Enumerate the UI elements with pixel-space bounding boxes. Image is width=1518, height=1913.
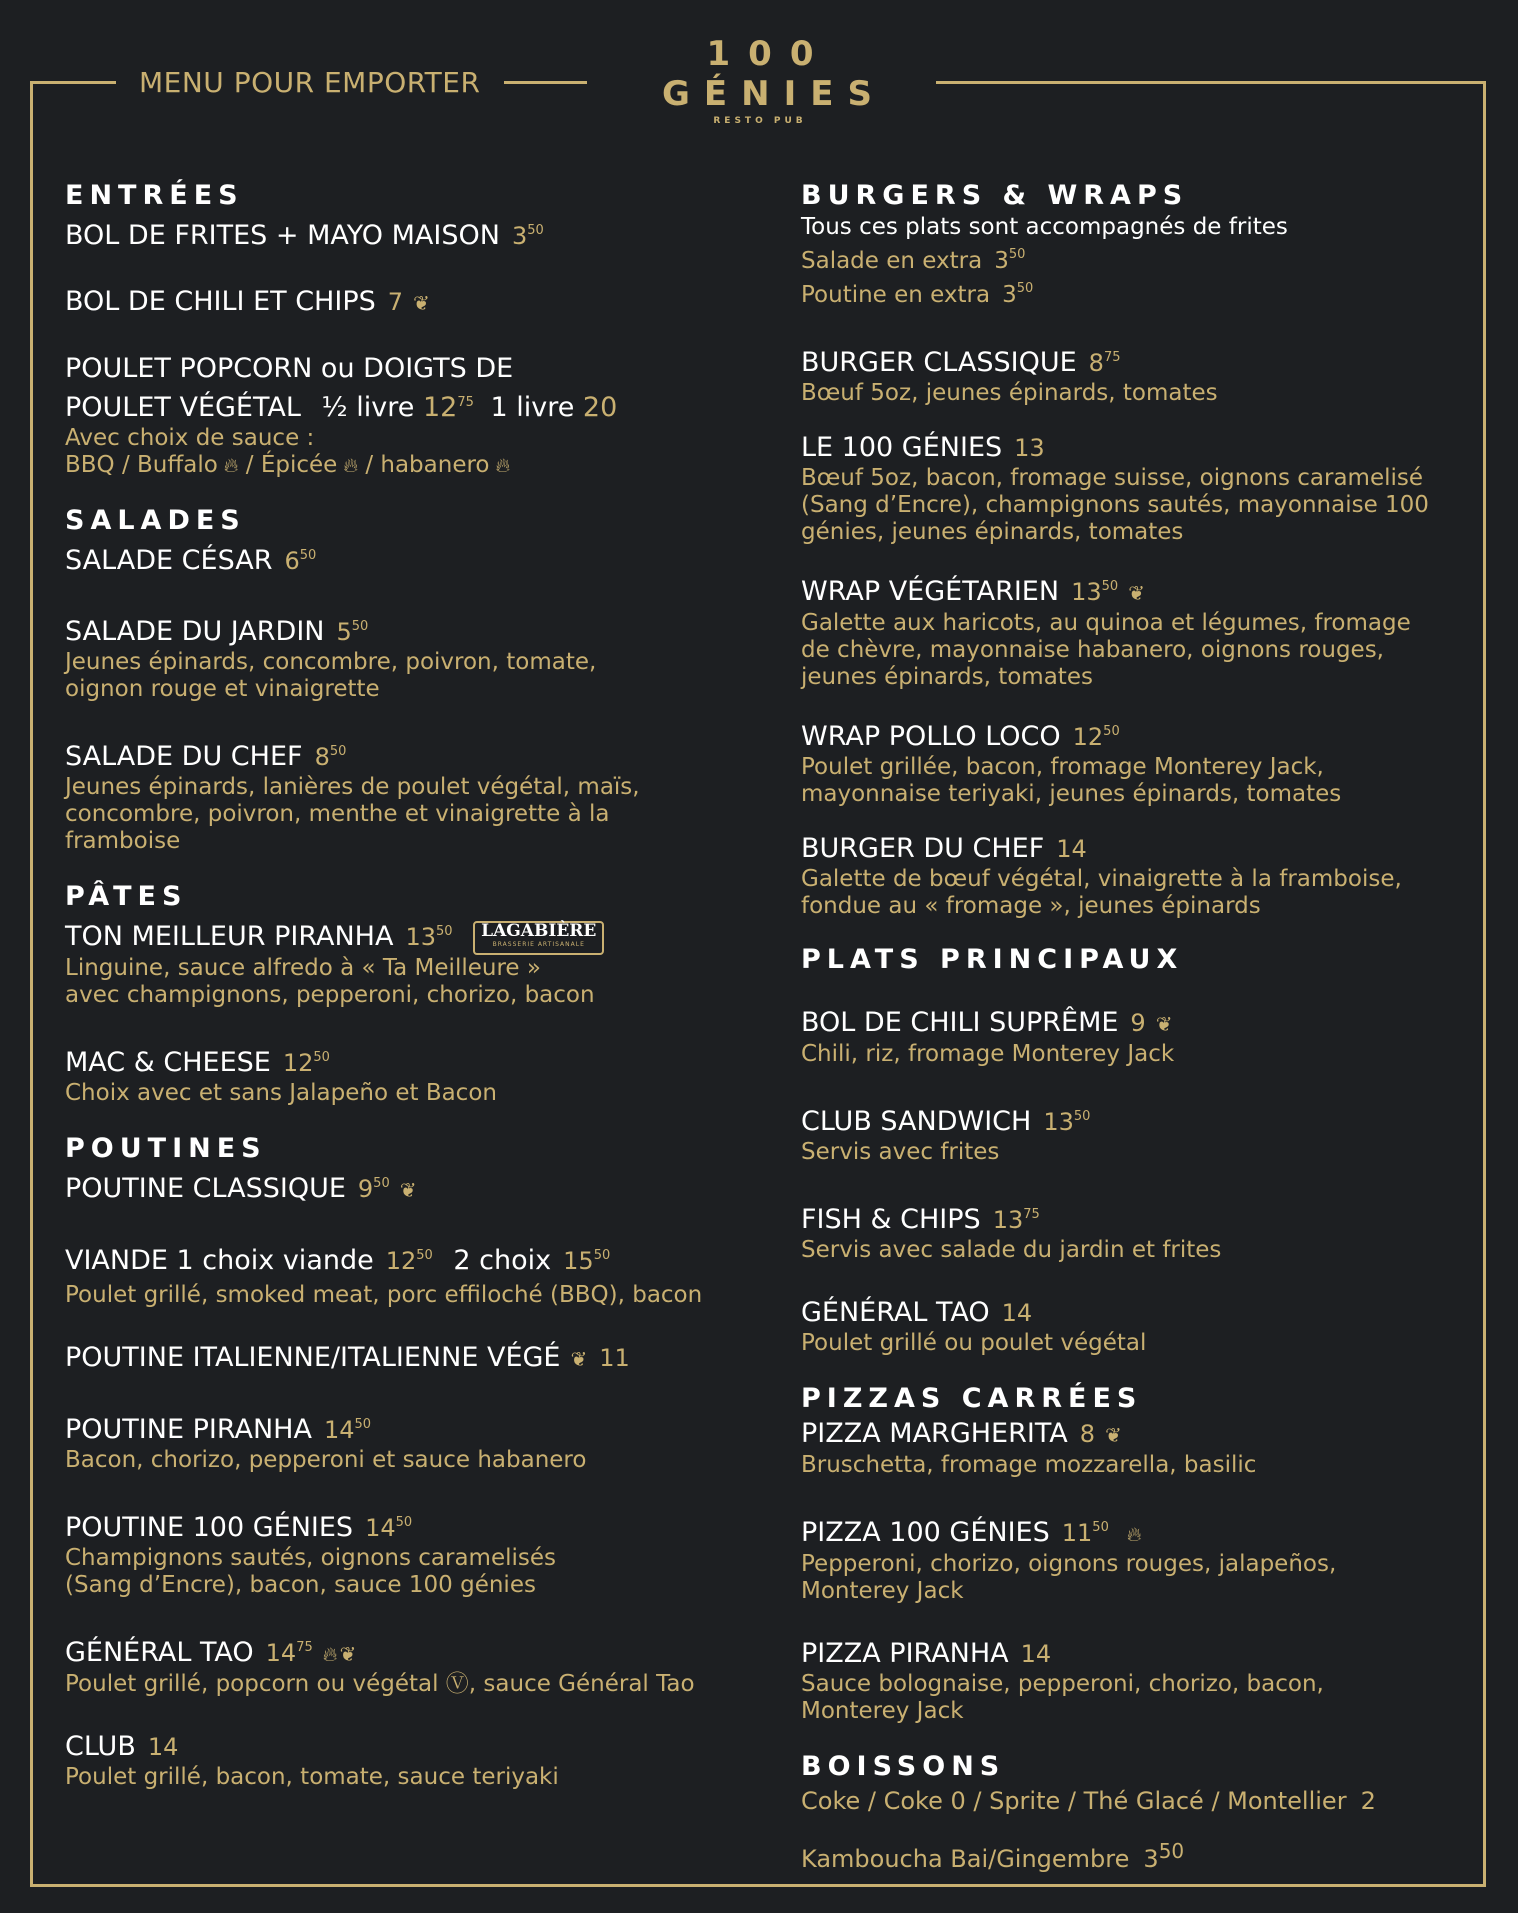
item-price: $5^{50}$	[336, 618, 369, 646]
item-price: $6^{50}$	[284, 547, 317, 575]
leaf-icon: ❦	[1104, 1423, 1122, 1447]
frame-top-right	[936, 81, 1486, 84]
menu-item	[801, 1006, 1481, 1068]
item-description: Bœuf 5oz, bacon, fromage suisse, oignons caramelisé	[801, 465, 1424, 491]
item-price: $9^{50}$	[357, 1174, 390, 1203]
flame-icon: 🔥︎	[495, 453, 511, 477]
item-price: $13^{75}$	[992, 1206, 1040, 1234]
item-name: SALADE CÉSAR	[65, 545, 273, 576]
item-description: concombre, poivron, menthe et vinaigrette à la	[65, 801, 610, 827]
item-name: POULET VÉGÉTAL	[65, 392, 301, 423]
section-title: BOISSONS	[801, 1751, 1006, 1782]
item-price: $8^{75}$	[1088, 349, 1121, 377]
item-name: POUTINE 100 GÉNIES	[65, 1511, 354, 1543]
item-name: BOL DE CHILI SUPRÊME	[801, 1007, 1119, 1038]
item-description: (Sang d’Encre), champignons sautés, mayonnaise 100	[801, 492, 1429, 518]
frame-top-mid	[504, 81, 587, 84]
item-name: CLUB	[65, 1730, 136, 1762]
menu-item	[65, 1408, 745, 1474]
item-name: LE 100 GÉNIES	[801, 432, 1003, 463]
item-description: Sauce bolognaise, pepperoni, chorizo, bacon,	[801, 1671, 1324, 1697]
menu-item	[801, 1417, 1481, 1479]
item-name: PIZZA 100 GÉNIES	[801, 1517, 1050, 1548]
item-price: 11	[599, 1343, 630, 1372]
item-description: Bœuf 5oz, jeunes épinards, tomates	[801, 380, 1218, 406]
frame-bottom	[30, 1884, 1486, 1887]
menu-item	[801, 715, 1481, 808]
leaf-icon: ❦	[399, 1177, 417, 1202]
item-price: $14^{50}$	[365, 1513, 413, 1542]
item-price: 13	[1014, 434, 1045, 462]
item-price: 20	[582, 392, 618, 423]
item-description: Servis avec salade du jardin et frites	[801, 1237, 1222, 1263]
item-name: BOL DE CHILI ET CHIPS	[65, 286, 376, 317]
item-description: Champignons sautés, oignons caramelisés	[65, 1544, 556, 1571]
item-description: Avec choix de sauce :	[65, 425, 315, 451]
flame-icon: 🔥︎	[343, 453, 359, 477]
leaf-icon: ❦	[339, 1641, 357, 1666]
item-description: Poulet grillé, bacon, tomate, sauce teriyaki	[65, 1763, 559, 1790]
item-name: GÉNÉRAL TAO	[801, 1297, 990, 1328]
menu-header-label: MENU POUR EMPORTER	[139, 66, 481, 99]
item-name: POULET POPCORN ou DOIGTS DE	[65, 353, 514, 384]
frame-top-left	[30, 81, 116, 84]
section-title: POUTINES	[65, 1132, 267, 1164]
menu-item	[801, 832, 1481, 920]
item-name: WRAP VÉGÉTARIEN	[801, 576, 1060, 607]
item-description: Linguine, sauce alfredo à « Ta Meilleure »	[65, 954, 541, 981]
item-price: 14	[1056, 835, 1087, 863]
item-price: $13^{50}$	[1043, 1108, 1091, 1136]
item-description: Choix avec et sans Jalapeño et Bacon	[65, 1079, 497, 1106]
vegetarian-circle-icon: Ⓥ	[445, 1670, 469, 1697]
item-name: CLUB SANDWICH	[801, 1106, 1032, 1137]
item-price: $13^{50}$	[405, 923, 453, 951]
flame-icon: 🔥︎	[223, 453, 239, 477]
logo-line-2: GÉNIES	[662, 74, 886, 114]
item-name: PIZZA PIRANHA	[801, 1638, 1009, 1669]
leaf-icon: ❦	[1128, 581, 1145, 605]
section-title: PLATS PRINCIPAUX	[801, 944, 1184, 975]
item-description: Galette de bœuf végétal, vinaigrette à la framboise,	[801, 866, 1402, 892]
leaf-icon: ❦	[413, 291, 430, 315]
item-description: oignon rouge et vinaigrette	[65, 676, 380, 702]
leaf-icon: ❦	[1155, 1012, 1173, 1036]
item-description: framboise	[65, 828, 181, 854]
item-price: $14^{50}$	[323, 1415, 372, 1444]
item-description: Servis avec frites	[801, 1139, 1000, 1165]
item-name: BURGER DU CHEF	[801, 833, 1045, 864]
item-name: POUTINE CLASSIQUE	[65, 1172, 346, 1204]
section-title: SALADES	[65, 505, 246, 536]
sauce-options: BBQ / Buffalo 🔥︎ / Épicée 🔥︎ / habanero 🔥︎	[65, 452, 511, 478]
item-description: Poulet grillée, bacon, fromage Monterey Jack,	[801, 754, 1324, 780]
item-name: FISH & CHIPS	[801, 1204, 981, 1235]
item-description: Chili, riz, fromage Monterey Jack	[801, 1041, 1175, 1067]
menu-item	[65, 1041, 745, 1107]
logo-line-1: 100	[706, 34, 832, 74]
item-name: SALADE DU JARDIN	[65, 616, 325, 647]
item-price: 9	[1130, 1009, 1146, 1037]
item-price: $12^{50}$	[1072, 723, 1120, 751]
item-description: Poulet grillé, smoked meat, porc effiloché (BBQ), bacon	[65, 1281, 703, 1308]
item-description: Monterey Jack	[801, 1578, 964, 1604]
item-price: $12^{50}$	[385, 1246, 433, 1275]
item-price: 7	[387, 288, 404, 316]
item-description: Monterey Jack	[801, 1698, 964, 1724]
menu-item	[801, 431, 1481, 546]
menu-item	[65, 1506, 745, 1599]
menu-item	[65, 1341, 745, 1376]
item-price: 14	[1020, 1640, 1052, 1668]
item-name: GÉNÉRAL TAO	[65, 1636, 254, 1668]
item-description: (Sang d’Encre), bacon, sauce 100 génies	[65, 1571, 536, 1598]
menu-item	[801, 1296, 1481, 1357]
menu-item	[65, 735, 745, 855]
section-title: PÂTES	[65, 881, 188, 912]
item-description: Poulet grillé, popcorn ou végétal Ⓥ, sauce Général Tao	[65, 1670, 695, 1697]
menu-item	[65, 285, 745, 320]
menu-item	[65, 1239, 745, 1309]
item-price: 14	[1001, 1299, 1033, 1327]
left-column	[65, 180, 745, 1823]
menu-item	[65, 1631, 745, 1698]
item-price: 14	[147, 1732, 179, 1761]
section-title: PIZZAS CARRÉES	[801, 1383, 1143, 1414]
item-description: Galette aux haricots, au quinoa et légumes, fromage	[801, 610, 1411, 636]
item-description: Pepperoni, chorizo, oignons rouges, jalapeños,	[801, 1551, 1337, 1577]
frame-left	[30, 81, 33, 1887]
frame-right	[1483, 81, 1486, 1887]
lagabiere-logo: LAGABIÈRE BRASSERIE ARTISANALE	[473, 921, 604, 955]
item-price: $8^{50}$	[314, 743, 347, 771]
extra-option: Salade en extra $3^{50}$	[801, 247, 1026, 274]
item-name: PIZZA MARGHERITA	[801, 1418, 1068, 1449]
item-description: mayonnaise teriyaki, jeunes épinards, tomates	[801, 781, 1342, 807]
item-name: TON MEILLEUR PIRANHA	[65, 921, 394, 952]
right-column	[801, 180, 1481, 1875]
extra-option: Poutine en extra $3^{50}$	[801, 281, 1034, 308]
flame-icon: 🔥︎	[1126, 1522, 1142, 1546]
menu-item	[801, 570, 1481, 691]
menu-item	[65, 610, 745, 703]
item-name: VIANDE 1 choix viande	[65, 1244, 374, 1276]
menu-item	[65, 214, 745, 253]
menu-item	[65, 539, 745, 578]
item-price: 8	[1079, 1420, 1095, 1448]
item-name: MAC & CHEESE	[65, 1046, 271, 1078]
item-price: $15^{50}$	[563, 1246, 611, 1275]
menu-item	[801, 1511, 1481, 1605]
item-description: Jeunes épinards, concombre, poivron, tomate,	[65, 649, 597, 675]
logo-line-3: RESTO PUB	[713, 116, 807, 126]
item-description: génies, jeunes épinards, tomates	[801, 519, 1184, 545]
section-note	[801, 214, 1481, 309]
item-name: SALADE DU CHEF	[65, 741, 303, 772]
menu-item	[65, 915, 745, 1009]
drink-line: Coke / Coke 0 / Sprite / Thé Glacé / Montellier 2	[801, 1787, 1376, 1815]
item-name: 2 choix	[453, 1244, 552, 1276]
item-name: POUTINE ITALIENNE/ITALIENNE VÉGÉ	[65, 1341, 561, 1373]
menu-item	[801, 341, 1481, 407]
item-description: avec champignons, pepperoni, chorizo, bacon	[65, 981, 595, 1008]
item-description: Jeunes épinards, lanières de poulet végétal, maïs,	[65, 774, 640, 800]
menu-item	[801, 1198, 1481, 1264]
item-price: $12^{75}$	[422, 392, 474, 423]
item-name: WRAP POLLO LOCO	[801, 721, 1061, 752]
item-description: de chèvre, mayonnaise habanero, oignons rouges,	[801, 637, 1384, 663]
item-price: $12^{50}$	[282, 1048, 330, 1077]
menu-item	[801, 1637, 1481, 1725]
item-price: $13^{50}$	[1071, 578, 1119, 606]
item-name: POUTINE PIRANHA	[65, 1413, 312, 1445]
item-description: jeunes épinards, tomates	[801, 664, 1093, 690]
item-name: BOL DE FRITES + MAYO MAISON	[65, 220, 500, 251]
item-description: fondue au « fromage », jeunes épinards	[801, 893, 1261, 919]
section-title: ENTRÉES	[65, 180, 244, 211]
item-price: $11^{50}$	[1061, 1519, 1109, 1547]
section-title: BURGERS & WRAPS	[801, 180, 1189, 211]
menu-item	[801, 1100, 1481, 1166]
item-price: $14^{75}$	[265, 1638, 313, 1667]
item-description: Poulet grillé ou poulet végétal	[801, 1330, 1147, 1356]
menu-item	[65, 1730, 745, 1791]
item-price: $3^{50}$	[511, 222, 544, 250]
flame-icon: 🔥︎	[322, 1641, 338, 1666]
item-name: BURGER CLASSIQUE	[801, 347, 1077, 378]
portion-label: ½ livre	[321, 392, 415, 423]
restaurant-logo	[648, 34, 886, 128]
portion-label: 1 livre	[490, 392, 575, 423]
accompaniment-note: Tous ces plats sont accompagnés de frites	[801, 214, 1288, 240]
menu-item	[65, 1167, 745, 1207]
drink-line: Kamboucha Bai/Gingembre $3^{50}$	[801, 1839, 1185, 1873]
leaf-icon: ❦	[570, 1346, 588, 1371]
item-description: Bruschetta, fromage mozzarella, basilic	[801, 1452, 1257, 1478]
item-description: Bacon, chorizo, pepperoni et sauce habanero	[65, 1446, 587, 1473]
menu-item	[65, 352, 745, 479]
